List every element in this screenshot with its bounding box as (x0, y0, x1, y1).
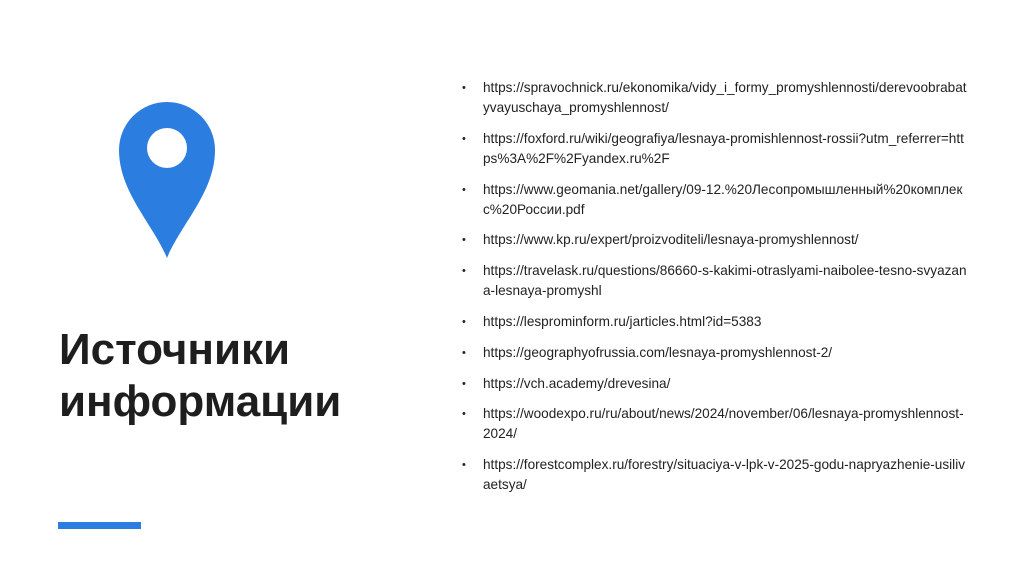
bullet: • (462, 132, 466, 145)
source-item (462, 261, 967, 301)
bullet: • (462, 315, 466, 328)
source-link[interactable]: https://woodexpo.ru/ru/about/news/2024/november/06/lesnaya-promyshlennost-2024/ (483, 406, 964, 442)
source-link[interactable]: https://vch.academy/drevesina/ (483, 375, 671, 391)
page-title (59, 324, 419, 428)
source-item (462, 404, 967, 444)
source-link[interactable]: https://www.geomania.net/gallery/09-12.%20Лесопромышленный%20комплекс%20России.pdf (483, 181, 963, 217)
source-item (462, 374, 967, 394)
source-link[interactable]: https://foxford.ru/wiki/geografiya/lesnaya-promishlennost-rossii?utm_referrer=https%3A%2F%2Fyandex.ru%2F (483, 130, 964, 166)
source-item (462, 180, 967, 220)
title-line-1: Источники (59, 325, 291, 374)
bullet: • (462, 459, 466, 472)
source-link[interactable]: https://travelask.ru/questions/86660-s-kakimi-otraslyami-naibolee-tesno-svyazana-lesnaya-promyshl (483, 263, 967, 299)
title-line-2: информации (59, 377, 342, 426)
source-link[interactable]: https://geographyofrussia.com/lesnaya-promyshlennost-2/ (483, 344, 833, 360)
bullet: • (462, 82, 466, 94)
location-pin-icon (113, 96, 221, 258)
source-item (462, 230, 967, 250)
source-item (462, 78, 967, 118)
source-item (462, 343, 967, 363)
accent-bar (58, 522, 141, 529)
sources-list (462, 78, 967, 506)
source-link[interactable]: https://spravochnick.ru/ekonomika/vidy_i_formy_promyshlennosti/derevoobrabatyvayuschaya_promyshlennost/ (483, 80, 967, 115)
source-item (462, 312, 967, 332)
bullet: • (462, 265, 466, 278)
source-item (462, 455, 967, 495)
bullet: • (462, 408, 466, 421)
location-pin-hole (147, 128, 187, 168)
source-link[interactable]: https://lesprominform.ru/jarticles.html?id=5383 (483, 313, 762, 329)
bullet: • (462, 183, 466, 196)
bullet: • (462, 234, 466, 247)
source-item (462, 129, 967, 169)
bullet: • (462, 377, 466, 390)
bullet: • (462, 346, 466, 359)
source-link[interactable]: https://forestcomplex.ru/forestry/situaciya-v-lpk-v-2025-godu-napryazhenie-usilivaetsya/ (483, 457, 966, 493)
location-pin-shape (119, 102, 215, 258)
source-link[interactable]: https://www.kp.ru/expert/proizvoditeli/lesnaya-promyshlennost/ (483, 232, 859, 248)
